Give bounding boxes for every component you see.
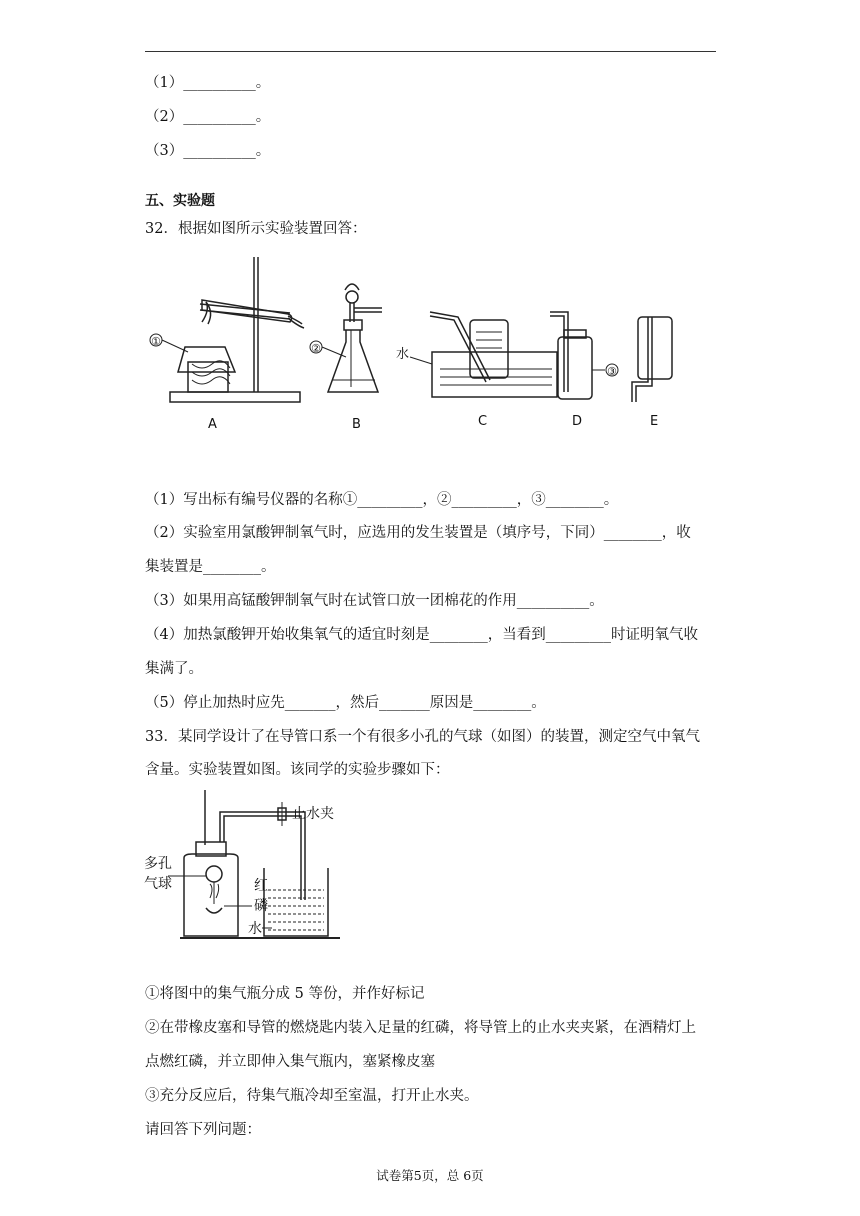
marker-1: ① <box>151 335 161 348</box>
rubber-stopper <box>344 320 362 330</box>
section-title: 五、实验题 <box>145 193 215 209</box>
q32-stem: 32．根据如图所示实验装置回答： <box>145 221 367 237</box>
label-E: E <box>650 414 659 429</box>
combustion-spoon <box>206 908 222 913</box>
label-D: D <box>572 414 583 429</box>
q32-line-7: （5）停止加热时应先_______，然后_______原因是________。 <box>145 695 546 711</box>
label-C: C <box>478 414 488 429</box>
q32-line-6: 集满了。 <box>145 661 203 677</box>
conical-flask <box>328 330 378 392</box>
q32-line-4: （3）如果用高锰酸钾制氧气时在试管口放一团棉花的作用__________。 <box>145 593 604 609</box>
q33-step-2: ②在带橡皮塞和导管的燃烧匙内装入足量的红磷，将导管上的止水夹夹紧，在酒精灯上 <box>145 1020 696 1036</box>
label-phosphorus-1: 红 <box>254 878 268 894</box>
label-B: B <box>352 417 361 432</box>
q33-step-1: ①将图中的集气瓶分成 5 等份，并作好标记 <box>145 986 425 1002</box>
q32-line-2: （2）实验室用氯酸钾制氧气时，应选用的发生装置是（填序号，下同）________，收 <box>145 525 691 541</box>
label-water: 水 <box>248 921 262 937</box>
q33-apparatus-figure <box>140 790 370 950</box>
q32-apparatus-figure <box>140 252 700 437</box>
answer-line-2: （2）__________。 <box>145 109 271 125</box>
gas-bottle-d <box>558 337 592 399</box>
water-label: 水 <box>396 347 410 362</box>
q33-prompt: 请回答下列问题： <box>145 1122 261 1138</box>
q33-line-2: 含量。实验装置如图。该同学的实验步骤如下： <box>145 762 450 778</box>
label-balloon-2: 气球 <box>144 876 172 892</box>
label-balloon-1: 多孔 <box>144 856 172 872</box>
q32-line-3: 集装置是________。 <box>145 559 276 575</box>
label-water-clip: 止水夹 <box>292 806 334 822</box>
header-rule <box>145 51 716 52</box>
beaker <box>264 868 328 936</box>
marker-2: ② <box>311 342 321 355</box>
gas-bottle-e <box>638 317 672 379</box>
q32-line-5: （4）加热氯酸钾开始收集氧气的适宜时刻是________，当看到_________时证明氧气收 <box>145 627 698 643</box>
label-A: A <box>208 417 217 432</box>
label-phosphorus-2: 磷 <box>254 898 268 914</box>
q32-line-1: （1）写出标有编号仪器的名称①_________，②_________，③________。 <box>145 492 619 508</box>
q33-step-2-cont: 点燃红磷，并立即伸入集气瓶内，塞紧橡皮塞 <box>145 1054 435 1070</box>
water-trough <box>432 352 557 397</box>
marker-3: ③ <box>607 365 617 378</box>
answer-line-1: （1）__________。 <box>145 75 271 91</box>
porous-balloon <box>206 866 222 882</box>
page-footer: 试卷第5页，总 6页 <box>376 1168 484 1183</box>
stand-base <box>170 392 300 402</box>
q33-step-3: ③充分反应后，待集气瓶冷却至室温，打开止水夹。 <box>145 1088 479 1104</box>
alcohol-lamp <box>178 347 235 372</box>
q33-line-1: 33．某同学设计了在导管口系一个有很多小孔的气球（如图）的装置，测定空气中氧气 <box>145 729 700 745</box>
answer-line-3: （3）__________。 <box>145 143 271 159</box>
